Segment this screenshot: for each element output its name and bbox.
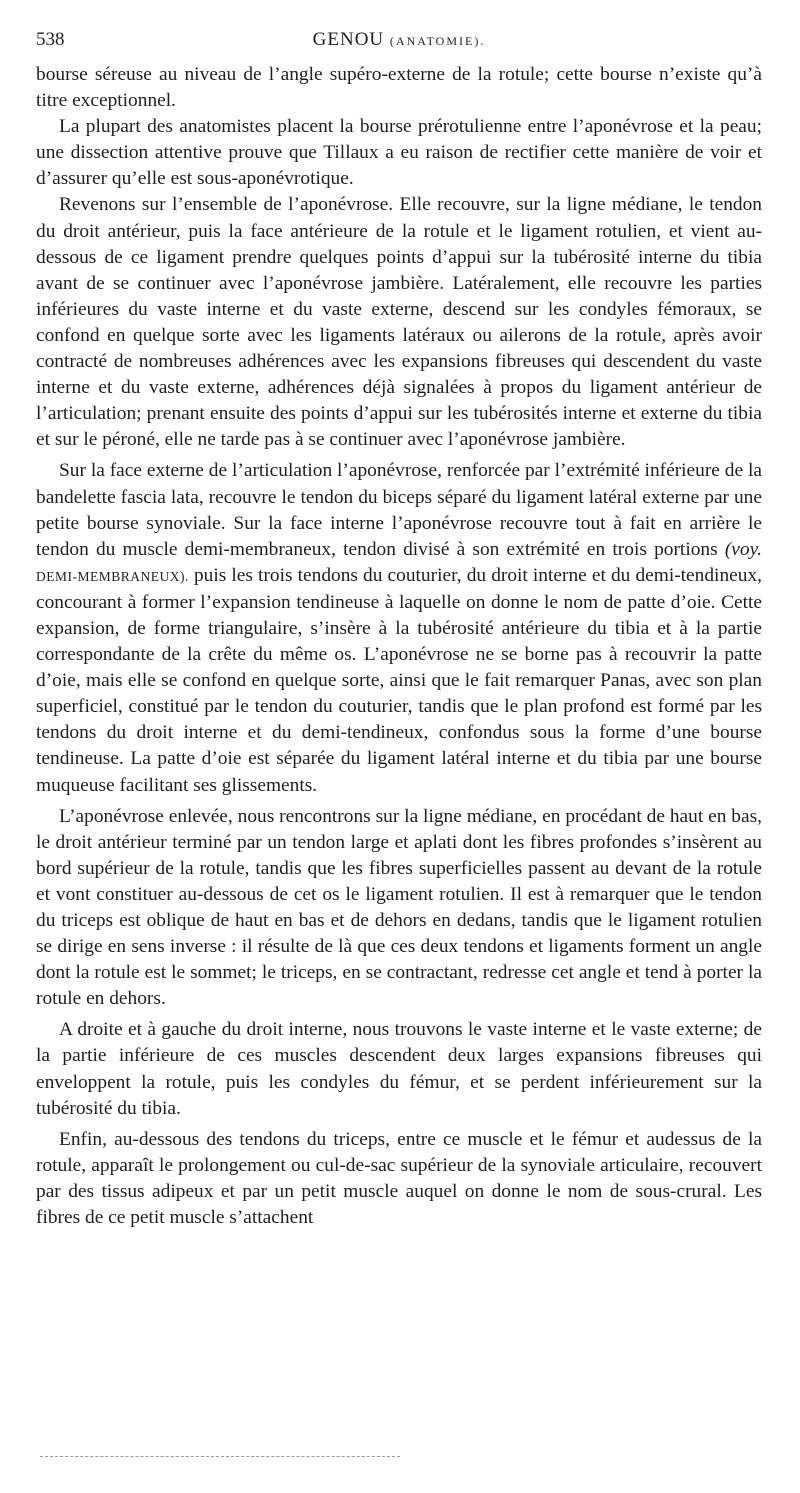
paragraph-4: [36, 458, 762, 798]
body-text: [36, 62, 762, 1231]
page-number: 538: [36, 29, 65, 50]
paragraph-2: La plupart des anatomistes placent la bourse prérotulienne entre l’aponévrose et la peau; une dissection attentive prouve que Tillaux a eu raison de rectifier cette manière de voir et d’assurer qu’elle est sous-aponévrotique.: [36, 116, 762, 190]
footer-rule: [40, 1456, 400, 1457]
paragraph-3: Revenons sur l’ensemble de l’aponévrose. Elle recouvre, sur la ligne médiane, le tendon du droit antérieur, puis la face antérieure de la rotule et le ligament rotulien, et vient au-dessous de ce ligament prendre quelques points d’appui sur la tubérosité interne du tibia avant de se continuer avec l’aponévrose jambière. Latéralement, elle recouvre les parties inférieures du vaste interne et du vaste externe, descend sur les condyles fémoraux, se confond en quelque sorte avec les ligaments latéraux ou ailerons de la rotule, après avoir contracté de nombreuses adhérences avec les expansions fibreuses qui descendent du vaste interne et du vaste externe, adhérences déjà signalées à propos du ligament antérieur de l’articulation; prenant ensuite des points d’appui sur les tubérosités interne et externe du tibia et sur le péroné, elle ne tarde pas à se continuer avec l’aponévrose jambière.: [36, 194, 762, 451]
paragraph-6: A droite et à gauche du droit interne, nous trouvons le vaste interne et le vaste externe; de la partie inférieure de ces muscles descendent deux larges expansions fibreuses qui enveloppent la rotule, puis les condyles du fémur, et se perdent inférieurement sur la tubérosité du tibia.: [36, 1019, 762, 1119]
running-title-main: GENOU: [312, 29, 385, 50]
paragraph-1: bourse séreuse au niveau de l’angle supéro-externe de la rotule; cette bourse n’existe qu’à titre exceptionnel.: [36, 64, 762, 112]
paragraph-5: L’aponévrose enlevée, nous rencontrons sur la ligne médiane, en procédant de haut en bas, le droit antérieur terminé par un tendon large et aplati dont les fibres profondes s’insèrent au bord supérieur de la rotule, tandis que les fibres superficielles passent au devant de la rotule et vont constituer au-dessous de cet os le ligament rotulien. Il est à remarquer que le tendon du triceps est oblique de haut en bas et de dehors en dedans, tandis que le ligament rotulien se dirige en sens inverse : il résulte de là que ces deux tendons et ligaments forment un angle dont la rotule est le sommet; le triceps, en se contractant, redresse cet angle et tend à porter la rotule en dehors.: [36, 805, 762, 1010]
running-title-sub: (ANATOMIE).: [389, 34, 486, 48]
cross-reference-voy: (voy.: [724, 538, 762, 560]
running-title: [36, 28, 762, 53]
paragraph-7: Enfin, au-dessous des tendons du triceps, entre ce muscle et le fémur et audessus de la rotule, apparaît le prolongement ou cul-de-sac supérieur de la synoviale articulaire, recouvert par des tissus adipeux et par un petit muscle auquel on donne le nom de sous-crural. Les fibres de ce petit muscle s’attachent: [36, 1128, 762, 1229]
paragraph-4-text: Sur la face externe de l’articulation l’aponévrose, renforcée par l’extrémité inférieure de la bandelette fascia lata, recouvre le tendon du biceps séparé du ligament latéral externe par une petite bourse synoviale. Sur la face interne l’aponévrose recouvre tout à fait en arrière le tendon du muscle demi-membraneux, tendon divisé à son extrémité en trois portions: [36, 460, 762, 560]
running-header: [36, 28, 762, 52]
paragraph-4-continued: puis les trois tendons du couturier, du droit interne et du demi-tendineux, concourant à former l’expansion tendineuse à laquelle on donne le nom de patte d’oie. Cette expansion, de forme triangulaire, s’insère à la tubérosité antérieure du tibia et à la partie correspondante de la crête du même os. L’aponévrose ne se borne pas à recouvrir la patte d’oie, mais elle se confond en quelque sorte, ainsi que le fait remarquer Panas, avec son plan superficiel, constitué par le tendon du couturier, tandis que le plan profond est formé par les tendons du droit interne et du demi-tendineux, confondus sous la forme d’une bourse tendineuse. La patte d’oie est séparée du ligament latéral interne et du tibia par une bourse muqueuse facilitant ses glissements.: [36, 564, 762, 796]
cross-reference-target: DEMI-MEMBRANEUX).: [36, 568, 189, 584]
